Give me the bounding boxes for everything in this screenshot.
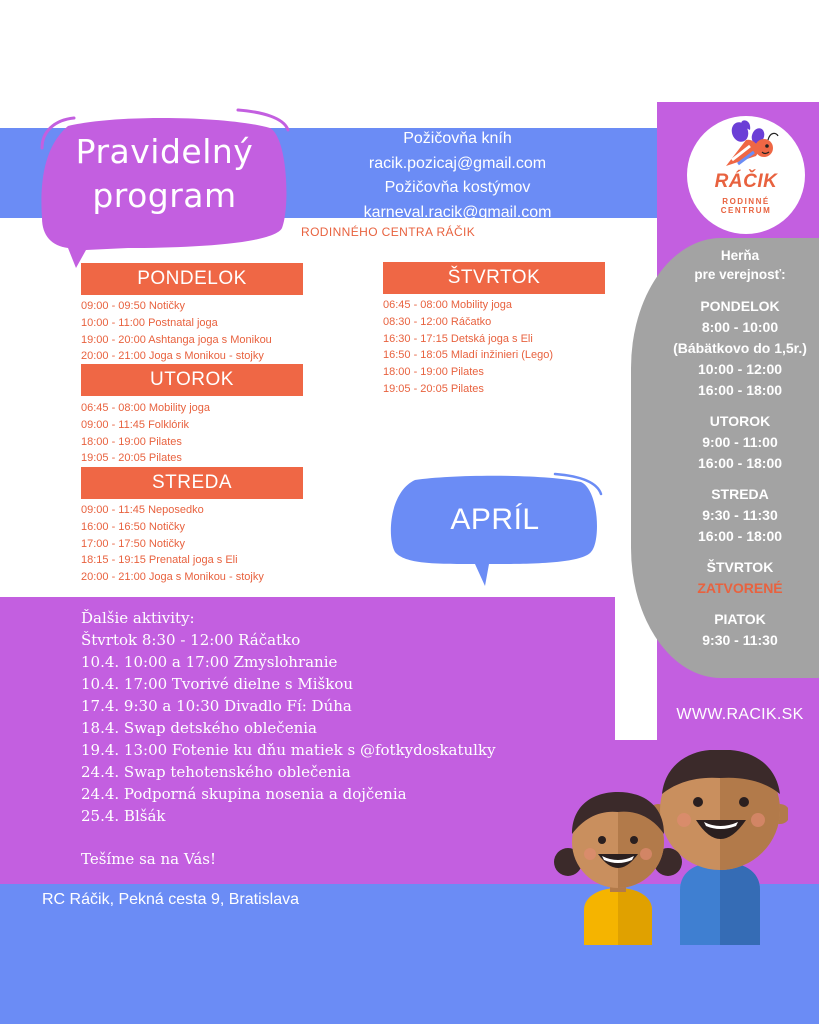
schedule-entry: 20:00 - 21:00 Joga s Monikou - stojky xyxy=(81,571,264,584)
website-link[interactable]: WWW.RACIK.SK xyxy=(676,706,804,723)
schedule-entry: 16:00 - 16:50 Notičky xyxy=(81,520,185,533)
schedule-entry: 19:00 - 20:00 Ashtanga joga s Monikou xyxy=(81,333,272,346)
playroom-time: 9:00 - 11:00 xyxy=(702,434,778,450)
page-subtitle: RODINNÉHO CENTRA RÁČIK xyxy=(301,225,476,239)
schedule-entry: 06:45 - 08:00 Mobility joga xyxy=(81,402,211,414)
schedule-entry: 06:45 - 08:00 Mobility joga xyxy=(383,299,513,311)
playroom-time: 9:30 - 11:30 xyxy=(702,632,778,648)
playroom-time: 9:30 - 11:30 xyxy=(702,507,778,523)
schedule-entry: 20:00 - 21:00 Joga s Monikou - stojky xyxy=(81,350,264,363)
schedule-day-utorok xyxy=(81,364,303,467)
activity-item: 24.4. Swap tehotenského oblečenia xyxy=(81,763,351,781)
activity-item: 10.4. 17:00 Tvorivé dielne s Miškou xyxy=(81,675,354,693)
playroom-day-streda: STREDA xyxy=(711,486,769,502)
title-line-2: program xyxy=(92,176,237,215)
book-rental-email-link[interactable]: racik.pozicaj@gmail.com xyxy=(368,154,547,172)
day-header-streda: STREDA xyxy=(81,467,303,499)
playroom-time: 10:00 - 12:00 xyxy=(697,361,783,377)
logo-subtitle-line-1: RODINNÉ xyxy=(722,197,770,206)
schedule-entry: 10:00 - 11:00 Postnatal joga xyxy=(81,316,218,329)
schedule-entry: 09:00 - 11:45 Neposedko xyxy=(81,504,204,516)
further-activities xyxy=(81,607,496,827)
playroom-closed-status: ZATVORENÉ xyxy=(697,580,783,596)
day-header-utorok: UTOROK xyxy=(81,364,303,396)
playroom-time: 16:00 - 18:00 xyxy=(697,382,783,398)
logo-subtitle xyxy=(687,197,805,215)
schedule-entry: 09:00 - 09:50 Notičky xyxy=(81,300,185,312)
contact-block xyxy=(340,127,575,225)
schedule-day-pondelok xyxy=(81,263,303,365)
activity-item: Štvrtok 8:30 - 12:00 Ráčatko xyxy=(81,631,301,649)
closing-message: Tešíme sa na Vás! xyxy=(81,850,216,868)
schedule-entry: 19:05 - 20:05 Pilates xyxy=(383,382,484,395)
page-title xyxy=(42,130,287,218)
playroom-day-stvrtok: ŠTVRTOK xyxy=(706,559,774,575)
playroom-hours xyxy=(660,246,819,651)
playroom-heading-2: pre verejnosť: xyxy=(694,267,786,282)
playroom-time: 16:00 - 18:00 xyxy=(697,528,783,544)
title-line-1: Pravidelný xyxy=(75,132,254,171)
playroom-time: 16:00 - 18:00 xyxy=(697,455,783,471)
logo-subtitle-line-2: CENTRUM xyxy=(720,206,772,215)
address: RC Ráčik, Pekná cesta 9, Bratislava xyxy=(42,891,299,908)
playroom-day-piatok: PIATOK xyxy=(714,611,766,627)
children-illustration-icon xyxy=(548,750,788,945)
activity-item: 10.4. 10:00 a 17:00 Zmyslohranie xyxy=(81,653,338,671)
book-rental-label: Požičovňa kníh xyxy=(403,130,512,147)
activity-item: 18.4. Swap detského oblečenia xyxy=(81,719,317,737)
schedule-entry: 19:05 - 20:05 Pilates xyxy=(81,452,182,465)
schedule-entry: 16:30 - 17:15 Detská joga s Eli xyxy=(383,332,533,345)
schedule-entry: 08:30 - 12:00 Ráčatko xyxy=(383,315,492,328)
activity-item: 17.4. 9:30 a 10:30 Divadlo Fí: Dúha xyxy=(81,697,352,715)
playroom-heading-1: Herňa xyxy=(720,248,760,263)
playroom-day-utorok: UTOROK xyxy=(709,413,771,429)
costume-rental-label: Požičovňa kostýmov xyxy=(384,179,531,196)
activities-heading: Ďalšie aktivity: xyxy=(81,609,195,627)
schedule-entry: 16:50 - 18:05 Mladí inžinieri (Lego) xyxy=(383,349,553,362)
month-label: APRÍL xyxy=(450,503,540,536)
playroom-day-pondelok: PONDELOK xyxy=(700,298,780,314)
schedule-entry: 18:00 - 19:00 Pilates xyxy=(81,435,182,448)
costume-rental-email-link[interactable]: karneval.racik@gmail.com xyxy=(363,203,552,221)
activity-item: 24.4. Podporná skupina nosenia a dojčenia xyxy=(81,785,407,803)
schedule-entry: 09:00 - 11:45 Folklórik xyxy=(81,418,190,431)
activity-item: 25.4. Blšák xyxy=(81,807,166,825)
schedule-entry: 18:15 - 19:15 Prenatal joga s Eli xyxy=(81,554,238,567)
day-header-pondelok: PONDELOK xyxy=(81,263,303,295)
day-header-stvrtok: ŠTVRTOK xyxy=(383,262,605,294)
playroom-time-note: (Bábätkovo do 1,5r.) xyxy=(673,340,807,356)
schedule-day-stvrtok xyxy=(383,262,605,398)
logo-name: RÁČIK xyxy=(714,171,778,192)
schedule-entry: 17:00 - 17:50 Notičky xyxy=(81,537,185,550)
bee-logo-icon xyxy=(712,118,782,172)
playroom-time: 8:00 - 10:00 xyxy=(701,319,779,335)
schedule-entry: 18:00 - 19:00 Pilates xyxy=(383,366,484,379)
schedule-day-streda xyxy=(81,467,303,586)
activity-item: 19.4. 13:00 Fotenie ku dňu matiek s @fotkydoskatulky xyxy=(81,741,496,759)
